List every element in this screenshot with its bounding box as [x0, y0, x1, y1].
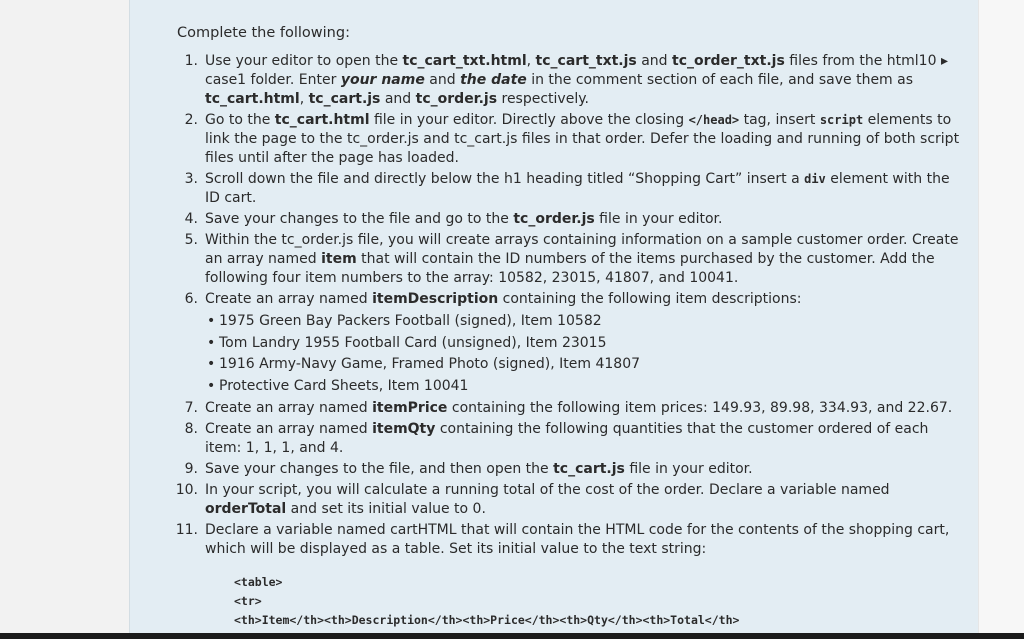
description-list: [205, 311, 966, 397]
step-item: [158, 460, 966, 479]
step-text: Use your editor to open the tc_cart_txt.html, tc_cart_txt.js and tc_order_txt.js files from the html10 ▸ case1 folder. Enter your name and the date in the comment section of each file, and save them as tc_cart.html, tc_cart.js and tc_order.js respectively.: [205, 53, 948, 107]
step-number: 6.: [184, 291, 198, 307]
bold-term: orderTotal: [205, 501, 287, 517]
step-text: Create an array named itemDescription containing the following item descriptions:: [205, 291, 802, 307]
code-line: <table>: [234, 575, 283, 589]
bold-term: tc_cart.js: [308, 91, 381, 107]
bold-term: tc_order.js: [415, 91, 498, 107]
code-block: [234, 573, 966, 630]
description-bullet: • Protective Card Sheets, Item 10041: [205, 376, 966, 398]
bold-term: tc_cart_txt.js: [535, 53, 637, 69]
instruction-list: [158, 52, 966, 632]
step-text: In your script, you will calculate a running total of the cost of the order. Declare a variable named orderTotal and set its initial value to 0.: [205, 482, 890, 517]
step-number: 10.: [175, 482, 198, 498]
step-number: 8.: [184, 421, 198, 437]
step-number: 7.: [184, 400, 198, 416]
description-bullet: • 1916 Army-Navy Game, Framed Photo (signed), Item 41807: [205, 354, 966, 376]
step-item: [158, 111, 966, 168]
step-text: Declare a variable named cartHTML that will contain the HTML code for the contents of the shopping cart, which will be displayed as a table. Set its initial value to the text string:: [205, 522, 950, 557]
step-item: [158, 399, 966, 418]
step-number: 4.: [184, 211, 198, 227]
inline-code: script: [819, 113, 864, 127]
step-item: [158, 290, 966, 397]
step-text: Scroll down the file and directly below the h1 heading titled “Shopping Cart” insert a div element with the ID cart.: [205, 171, 950, 206]
intro-text: Complete the following:: [177, 25, 350, 41]
bold-term: item: [321, 251, 357, 267]
step-number: 11.: [175, 522, 198, 538]
step-item: [158, 521, 966, 630]
bold-term: tc_cart_txt.html: [402, 53, 527, 69]
step-number: 3.: [184, 171, 198, 187]
document-page: [129, 0, 979, 633]
bold-term: tc_order.js: [513, 211, 595, 227]
bold-term: tc_cart.html: [205, 91, 300, 107]
step-text: Save your changes to the file, and then open the tc_cart.js file in your editor.: [205, 461, 753, 477]
step-item: [158, 420, 966, 458]
step-item: [158, 52, 966, 109]
step-text: Save your changes to the file and go to the tc_order.js file in your editor.: [205, 211, 723, 227]
step-item: [158, 231, 966, 288]
step-number: 2.: [184, 112, 198, 128]
bold-term: itemDescription: [372, 291, 499, 307]
step-item: [158, 481, 966, 519]
step-item: [158, 210, 966, 229]
bold-term: tc_order_txt.js: [672, 53, 785, 69]
step-text: Within the tc_order.js file, you will create arrays containing information on a sample customer order. Create an array named item that will contain the ID numbers of the items purchased by the customer. Add the following four item numbers to the array: 10582, 23015, 41807, and 10041.: [205, 232, 959, 286]
step-item: [158, 170, 966, 208]
bold-term: itemQty: [372, 421, 436, 437]
description-bullet: • Tom Landry 1955 Football Card (unsigned), Item 23015: [205, 333, 966, 355]
bold-term: tc_cart.js: [553, 461, 625, 477]
step-text: Go to the tc_cart.html file in your editor. Directly above the closing </head> tag, insert script elements to link the page to the tc_order.js and tc_cart.js files in that order. Defer the loading and running of both script files until after the page has loaded.: [205, 112, 960, 166]
emphasis-term: your name: [340, 72, 425, 88]
step-number: 1.: [184, 53, 198, 69]
code-line: <tr>: [234, 594, 262, 608]
step-text: Create an array named itemPrice containing the following item prices: 149.93, 89.98, 334.93, and 22.67.: [205, 400, 953, 416]
step-number: 5.: [184, 232, 198, 248]
emphasis-term: the date: [460, 72, 527, 88]
bold-term: itemPrice: [372, 400, 448, 416]
bottom-bar: [0, 633, 1024, 639]
right-margin: [978, 0, 1024, 633]
inline-code: div: [804, 172, 826, 186]
step-text: Create an array named itemQty containing the following quantities that the customer ordered of each item: 1, 1, 1, and 4.: [205, 421, 929, 456]
bold-term: tc_cart.html: [274, 112, 370, 128]
description-bullet: • 1975 Green Bay Packers Football (signed), Item 10582: [205, 311, 966, 333]
code-line: <th>Item</th><th>Description</th><th>Price</th><th>Qty</th><th>Total</th>: [234, 613, 740, 627]
step-number: 9.: [184, 461, 198, 477]
inline-code: </head>: [688, 113, 740, 127]
